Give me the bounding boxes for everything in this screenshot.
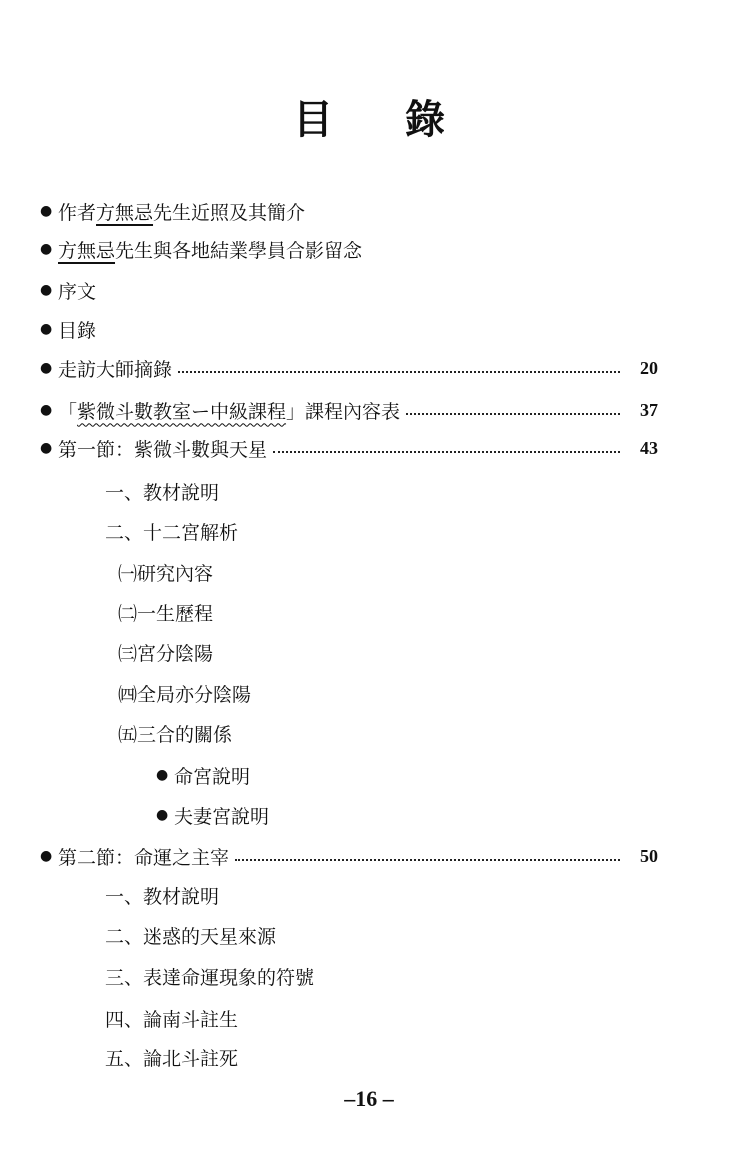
- toc-entry-group-photo: [40, 235, 626, 263]
- toc-label: 序文: [58, 280, 97, 303]
- page-number: 43: [640, 437, 658, 458]
- toc-label: 命宮說明: [174, 765, 251, 788]
- bullet-icon: ●: [40, 402, 53, 418]
- toc-entry-contents: [40, 315, 626, 343]
- label-part: 作者: [58, 201, 97, 224]
- bullet-icon: ●: [40, 282, 53, 298]
- toc-label: 三、表達命運現象的符號: [105, 966, 315, 989]
- wavy-underlined-title: 紫微斗數教室ー中級課程: [77, 400, 287, 423]
- toc-subentry: [105, 517, 626, 545]
- toc-label: 二、十二宮解析: [105, 521, 239, 544]
- toc-subentry: [105, 1043, 626, 1071]
- toc-subentry: [105, 921, 626, 949]
- bullet-icon: ●: [40, 241, 53, 257]
- toc-label: 第二節：命運之主宰: [58, 846, 230, 869]
- toc-entry-preface: [40, 276, 626, 304]
- page-number: 50: [640, 845, 658, 866]
- bullet-icon: ●: [156, 767, 169, 783]
- label-part: 先生與各地結業學員合影留念: [115, 239, 363, 262]
- page-footer-number: –16 –: [344, 1086, 394, 1111]
- toc-label: 五、論北斗註死: [105, 1047, 239, 1070]
- bullet-icon: ●: [40, 360, 53, 376]
- toc-label: 第一節：紫微斗數與天星: [58, 438, 268, 461]
- label-part: 」課程內容表: [286, 400, 401, 423]
- toc-entry-course-table: [40, 396, 658, 424]
- toc-subentry: [105, 477, 626, 505]
- toc-label: ㈡一生歷程: [118, 602, 214, 625]
- toc-entry-section-1: [40, 434, 658, 462]
- toc-subentry: [118, 638, 626, 666]
- toc-label: 目錄: [58, 319, 97, 342]
- dot-leader: [406, 413, 620, 415]
- toc-label: 一、教材說明: [105, 885, 220, 908]
- underlined-name: 方無忌: [96, 201, 154, 224]
- toc-subentry: [118, 719, 626, 747]
- toc-label: 夫妻宮說明: [174, 805, 270, 828]
- toc-label: ㈠研究內容: [118, 562, 214, 585]
- toc-subentry: [105, 881, 626, 909]
- toc-subentry: [156, 761, 626, 789]
- toc-subentry: [156, 801, 626, 829]
- toc-label: 一、教材說明: [105, 481, 220, 504]
- toc-entry-interview: [40, 354, 658, 382]
- bullet-icon: ●: [40, 321, 53, 337]
- title-char-2: 錄: [405, 97, 445, 143]
- toc-label: ㈣全局亦分陰陽: [118, 683, 252, 706]
- dot-leader: [178, 371, 620, 373]
- toc-label: 走訪大師摘錄: [58, 358, 173, 381]
- title-char-1: 目: [293, 97, 333, 143]
- bullet-icon: ●: [40, 203, 53, 219]
- toc-label: 四、論南斗註生: [105, 1008, 239, 1031]
- toc-subentry: [118, 679, 626, 707]
- toc-subentry: [118, 598, 626, 626]
- bullet-icon: ●: [40, 440, 53, 456]
- toc-label: ㈢宮分陰陽: [118, 642, 214, 665]
- toc-label: [58, 236, 362, 263]
- page-number: 37: [640, 399, 658, 420]
- toc-label: [58, 397, 400, 424]
- page-number: 20: [640, 357, 658, 378]
- underlined-name: 方無忌: [58, 239, 116, 262]
- toc-entry-author: [40, 197, 626, 225]
- toc-subentry: [105, 1004, 626, 1032]
- toc-entry-section-2: [40, 842, 658, 870]
- label-part: 先生近照及其簡介: [153, 201, 306, 224]
- bullet-icon: ●: [156, 807, 169, 823]
- label-part: 「: [58, 400, 78, 423]
- toc-subentry: [118, 558, 626, 586]
- toc-subentry: [105, 962, 626, 990]
- toc-label: 二、迷惑的天星來源: [105, 925, 277, 948]
- toc-label: ㈤三合的關係: [118, 723, 233, 746]
- dot-leader: [235, 859, 620, 861]
- toc-label: [58, 198, 305, 225]
- bullet-icon: ●: [40, 848, 53, 864]
- dot-leader: [273, 451, 620, 453]
